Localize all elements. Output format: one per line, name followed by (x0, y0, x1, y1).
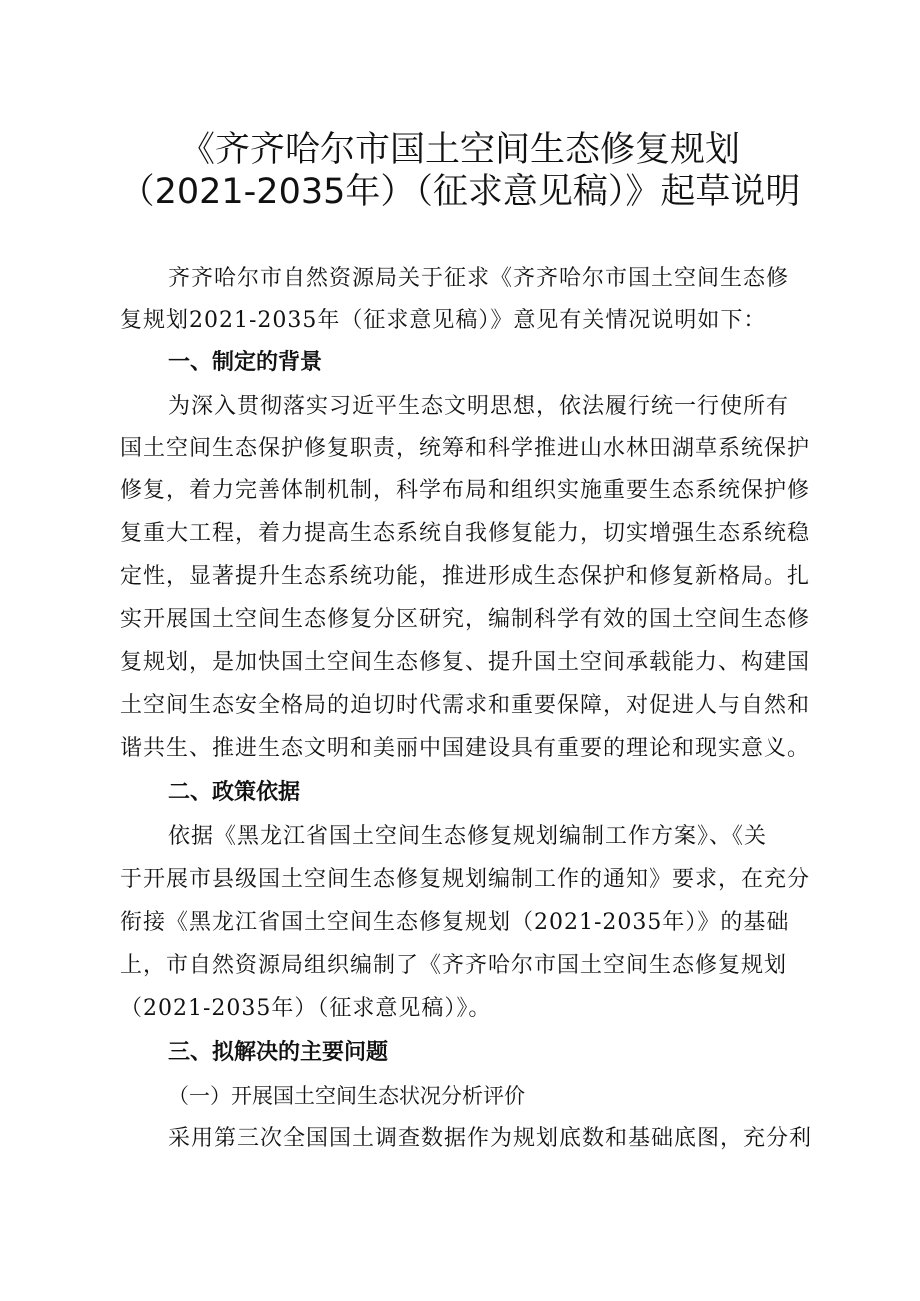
section2-line: （2021-2035年）（征求意见稿）》。 (120, 996, 492, 1021)
section1-line: 土空间生态安全格局的迫切时代需求和重要保障，对促进人与自然和 (120, 693, 811, 718)
section2-line: 于开展市县级国土空间生态修复规划编制工作的通知》要求，在充分 (120, 867, 811, 892)
section1-line: 国土空间生态保护修复职责，统筹和科学推进山水林田湖草系统保护 (120, 436, 811, 461)
section1-line: 定性，显著提升生态系统功能，推进形成生态保护和修复新格局。扎 (120, 564, 811, 589)
section1-line: 修复，着力完善体制机制，科学布局和组织实施重要生态系统保护修 (120, 478, 811, 503)
section2-line: 上，市自然资源局组织编制了《齐齐哈尔市国土空间生态修复规划 (120, 953, 788, 978)
section1-line: 实开展国土空间生态修复分区研究，编制科学有效的国土空间生态修 (120, 607, 811, 632)
section2-line: 依据《黑龙江省国土空间生态修复规划编制工作方案》、《关 (168, 824, 768, 849)
intro-line-1: 齐齐哈尔市自然资源局关于征求《齐齐哈尔市国土空间生态修 (168, 266, 790, 291)
subsection-heading-analysis: （一）开展国土空间生态状况分析评价 (168, 1084, 525, 1108)
section1-line: 谐共生、推进生态文明和美丽中国建设具有重要的理论和现实意义。 (120, 736, 811, 761)
section1-line: 为深入贯彻落实习近平生态文明思想，依法履行统一行使所有 (168, 394, 790, 419)
section1-line: 复规划，是加快国土空间生态修复、提升国土空间承载能力、构建国 (120, 650, 811, 675)
section3-line: 采用第三次全国国土调查数据作为规划底数和基础底图，充分利 (168, 1126, 813, 1151)
section-heading-problems: 三、拟解决的主要问题 (168, 1040, 389, 1065)
intro-line-2: 复规划2021-2035年（征求意见稿）》意见有关情况说明如下： (120, 308, 767, 333)
section-heading-policy: 二、政策依据 (168, 780, 301, 805)
document-title-line-1: 《齐齐哈尔市国土空间生态修复规划 (179, 130, 740, 170)
document-title-line-2: （2021-2035年）（征求意见稿）》起草说明 (119, 172, 801, 212)
section1-line: 复重大工程，着力提高生态系统自我修复能力，切实增强生态系统稳 (120, 521, 811, 546)
section-heading-background: 一、制定的背景 (168, 350, 323, 375)
section2-line: 衔接《黑龙江省国土空间生态修复规划（2021-2035年）》的基础 (120, 910, 790, 935)
